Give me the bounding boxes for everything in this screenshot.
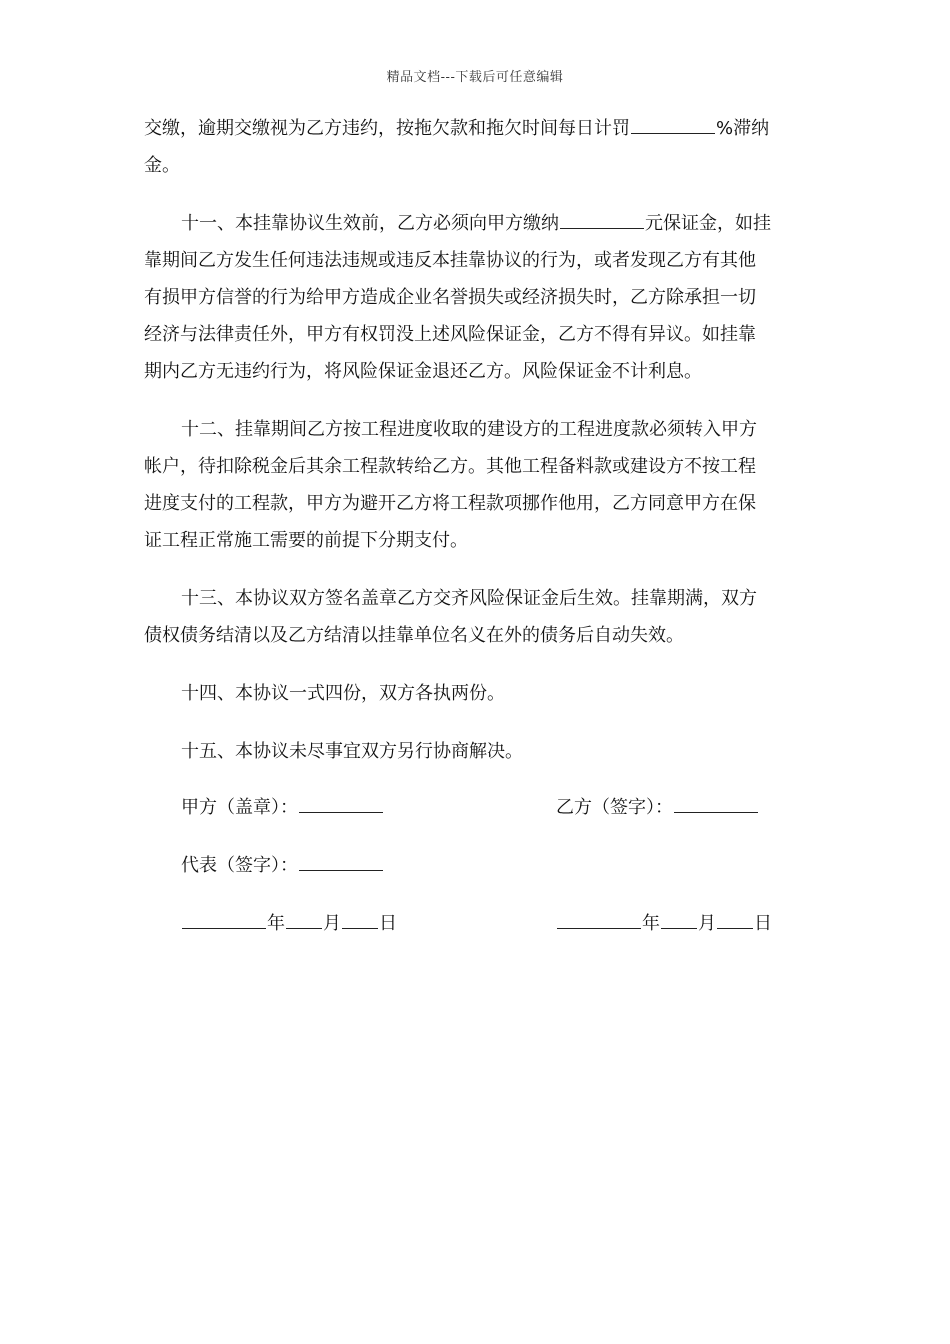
clause-11-line-1-text: 十一、本挂靠协议生效前，乙方必须向甲方缴纳 <box>181 213 559 234</box>
party-a-blank <box>299 794 383 813</box>
clause-11-line-1 <box>144 205 804 242</box>
party-a-day-label: 日 <box>379 913 397 934</box>
party-a-date <box>181 910 397 936</box>
clause-10-line-1 <box>144 110 804 147</box>
clause-12-line-1: 十二、挂靠期间乙方按工程进度收取的建设方的工程进度款必须转入甲方 <box>181 419 757 440</box>
document-body <box>144 110 804 770</box>
party-b-year-blank <box>557 910 641 929</box>
party-b-day-blank <box>717 910 753 929</box>
party-b-year-label: 年 <box>642 913 660 934</box>
deposit-amount-blank <box>560 206 644 229</box>
clause-11-line-4: 经济与法律责任外，甲方有权罚没上述风险保证金，乙方不得有异议。如挂靠 <box>144 324 756 345</box>
clause-12-line-3: 进度支付的工程款，甲方为避开乙方将工程款项挪作他用，乙方同意甲方在保 <box>144 493 756 514</box>
party-a-year-label: 年 <box>267 913 285 934</box>
clause-15-text: 十五、本协议未尽事宜双方另行协商解决。 <box>181 741 523 762</box>
party-b-label: 乙方（签字）： <box>556 797 673 818</box>
clause-15 <box>144 733 804 770</box>
clause-14 <box>144 675 804 712</box>
party-a-label: 甲方（盖章）： <box>181 797 298 818</box>
page-header: 精品文档---下载后可任意编辑 <box>386 70 564 85</box>
party-a-month-blank <box>286 910 322 929</box>
party-b-blank <box>674 794 758 813</box>
party-b-signature <box>556 794 759 820</box>
clause-12-line-2: 帐户，待扣除税金后其余工程款转给乙方。其他工程备料款或建设方不按工程 <box>144 456 756 477</box>
party-b-date <box>556 910 772 936</box>
clause-13 <box>144 580 804 654</box>
clause-11-line-3: 有损甲方信誉的行为给甲方造成企业名誉损失或经济损失时，乙方除承担一切 <box>144 287 756 308</box>
clause-10-line-1-text: 交缴，逾期交缴视为乙方违约，按拖欠款和拖欠时间每日计罚 <box>144 118 630 139</box>
party-b-month-label: 月 <box>698 913 716 934</box>
party-a-month-label: 月 <box>323 913 341 934</box>
party-a-signature <box>181 794 384 820</box>
clause-12-line-4: 证工程正常施工需要的前提下分期支付。 <box>144 530 468 551</box>
clause-14-text: 十四、本协议一式四份，双方各执两份。 <box>181 683 505 704</box>
clause-13-line-1: 十三、本协议双方签名盖章乙方交齐风险保证金后生效。挂靠期满，双方 <box>181 588 757 609</box>
clause-11-line-5: 期内乙方无违约行为，将风险保证金退还乙方。风险保证金不计利息。 <box>144 361 702 382</box>
late-fee-percent-blank <box>631 111 715 134</box>
party-b-month-blank <box>661 910 697 929</box>
representative-signature <box>181 852 384 878</box>
clause-12 <box>144 411 804 559</box>
clause-10-continued <box>144 110 804 184</box>
representative-label: 代表（签字）： <box>181 855 298 876</box>
clause-13-line-2: 债权债务结清以及乙方结清以挂靠单位名义在外的债务后自动失效。 <box>144 625 684 646</box>
party-a-day-blank <box>342 910 378 929</box>
clause-11 <box>144 205 804 390</box>
party-a-year-blank <box>182 910 266 929</box>
clause-11-line-1-suffix: 元保证金，如挂 <box>645 213 771 234</box>
clause-10-line-2: 金。 <box>144 155 180 176</box>
representative-blank <box>299 852 383 871</box>
clause-10-line-1-suffix: %滞纳 <box>716 118 770 139</box>
party-b-day-label: 日 <box>754 913 772 934</box>
clause-11-line-2: 靠期间乙方发生任何违法违规或违反本挂靠协议的行为，或者发现乙方有其他 <box>144 250 756 271</box>
